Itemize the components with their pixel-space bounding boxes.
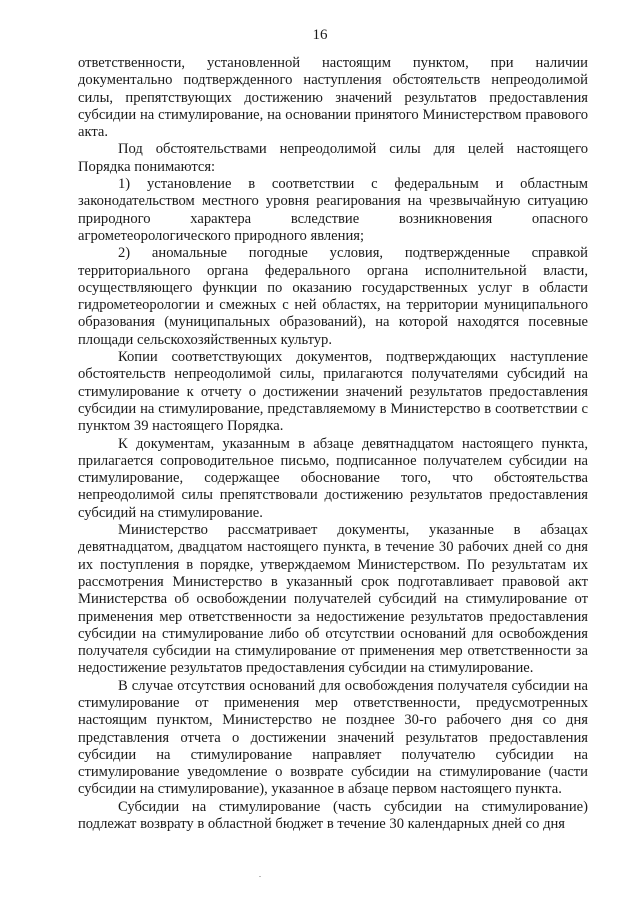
paragraph: К документам, указанным в абзаце девятнадцатом настоящего пункта, прилагается сопроводительное письмо, подписанное получателем субсидии на стимулирование, содержащее обоснование того, что обстоятельства непреодолимой силы препятствовали достижению результатов предоставления субсидий на стимулирование. (78, 435, 588, 521)
paragraph: Субсидии на стимулирование (часть субсидии на стимулирование) подлежат возврату в областной бюджет в течение 30 календарных дней со дня (78, 798, 588, 833)
paragraph: Под обстоятельствами непреодолимой силы для целей настоящего Порядка понимаются: (78, 141, 588, 175)
paragraph: В случае отсутствия оснований для освобождения получателя субсидии на стимулирование от применения мер ответственности, предусмотренных настоящим пунктом, Министерство не позднее 30-го рабочего дня со дня представления отчета о достижении значений результатов предоставления субсидии на стимулирование направляет получателю субсидии на стимулирование уведомление о возврате субсидии на стимулирование (части субсидии на стимулирование), указанное в абзаце первом настоящего пункта. (78, 677, 588, 798)
paragraph: ответственности, установленной настоящим пунктом, при наличии документально подтвержденного наступления обстоятельств непреодолимой силы, препятствующих достижению значений результатов предоставления субсидии на стимулирование, на основании принятого Министерством правового акта. (78, 55, 588, 141)
page-number: 16 (312, 27, 328, 43)
document-body (78, 55, 588, 833)
paragraph: Министерство рассматривает документы, указанные в абзацах девятнадцатом, двадцатом настоящего пункта, в течение 30 рабочих дней со дня их поступления в порядке, утверждаемом Министерством. По результатам их рассмотрения Министерство в указанный срок подготавливает правовой акт Министерства об освобождении получателей субсидий на стимулирование от применения мер ответственности за недостижение результатов предоставления субсидии на стимулирование либо об отсутствии оснований для освобождения получателя субсидии на стимулирование от применения мер ответственности за недостижение результатов предоставления субсидии на стимулирование. (78, 522, 588, 677)
list-item: 1) установление в соответствии с федеральным и областным законодательством местного уровня реагирования на чрезвычайную ситуацию природного характера вследствие возникновения опасного агрометеорологического природного явления; (78, 176, 588, 244)
paragraph: Копии соответствующих документов, подтверждающих наступление обстоятельств непреодолимой силы, прилагаются получателями субсидий на стимулирование к отчету о достижении значений результатов предоставления субсидии на стимулирование, представляемому в Министерство в соответствии с пунктом 39 настоящего Порядка. (78, 349, 588, 435)
scan-artifact (259, 876, 261, 877)
list-item: 2) аномальные погодные условия, подтвержденные справкой территориального органа федерального органа исполнительной власти, осуществляющего функции по оказанию государственных услуг в области гидрометеорологии и смежных с ней областях, на территории муниципального образования (муниципальных образований), на которой находятся посевные площади сельскохозяйственных культур. (78, 245, 588, 348)
